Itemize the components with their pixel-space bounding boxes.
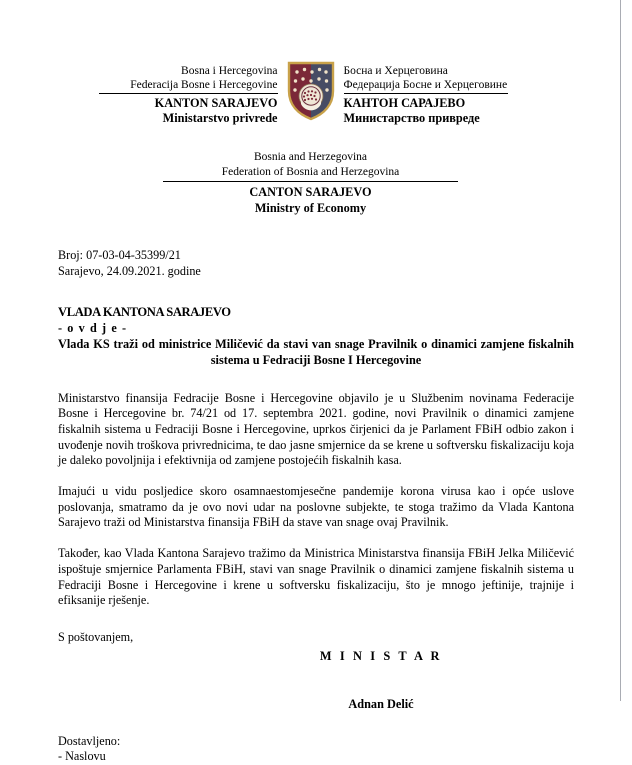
addressee-note: - o v d j e - <box>58 320 128 335</box>
document-body <box>58 248 574 765</box>
letterhead-english-line1: Bosnia and Herzegovina <box>253 151 368 163</box>
letterhead-english <box>0 150 621 216</box>
letterhead-english-line2: Federation of Bosnia and Herzegovina <box>221 165 400 178</box>
letterhead-english-divider <box>163 181 458 182</box>
letterhead-cyrillic-line1: Босна и Херцеговина <box>343 65 448 77</box>
signature-title: M I N I S T A R <box>319 648 443 663</box>
paragraph-3: Također, kao Vlada Kantona Sarajevo tražimo da Ministrica Ministarstva finansija FBiH Jelka Miličević ispoštuje smjernice Parlamenta FBiH, stavi van snage Pravilnik o dinamici zamjene fiskalnih sistema u Fedraciji Bosne i Hercegovine i krene u softversku fiskalizaciju, što je mnogo jeftinije, trajnije i efiksanije rješenje. <box>58 546 574 608</box>
letterhead-bosnian <box>53 62 282 126</box>
letterhead-cyrillic-line4: Министарство привреде <box>343 111 480 126</box>
letterhead-bosnian-line3: KANTON SARAJEVO <box>154 96 278 111</box>
letterhead-bosnian-line1: Bosna i Hercegovina <box>181 65 278 77</box>
letterhead-bosnian-divider <box>99 93 278 94</box>
delivery-block <box>58 734 574 765</box>
coat-of-arms-icon <box>286 60 336 127</box>
paragraph-2: Imajući u vidu posljedice skoro osamnaestomjesečne pandemije korona virusa kao i opće uslove poslovanja, smatramo da je ovo novi udar na poslovne subjekte, te stoga tražimo da Vlada Kantona Sarajevo traži od Ministarstva finansija FBiH da stave van snage ovaj Pravilnik. <box>58 484 574 530</box>
signature-name: Adnan Delić <box>348 696 414 711</box>
letterhead-cyrillic-divider <box>344 93 508 94</box>
delivery-item: - Naslovu <box>58 749 106 764</box>
subject-line: Vlada KS traži od ministrice Miličević da stavi van snage Pravilnik o dinamici zamjene fiskalnih sistema u Fedraciji Bosne I Hercegovine <box>58 337 574 367</box>
letterhead-english-line4: Ministry of Economy <box>254 200 367 215</box>
letterhead <box>0 62 621 129</box>
letterhead-cyrillic-line2: Федерација Босне и Херцеговине <box>343 79 508 92</box>
letterhead-cyrillic-line3: КАНТОН САРАЈЕВО <box>343 96 466 111</box>
reference-number: Broj: 07-03-04-35399/21 <box>58 248 181 262</box>
delivery-label: Dostavljeno: <box>58 733 121 748</box>
paragraph-1: Ministarstvo finansija Fedracije Bosne i Hercegovine objavilo je u Službenim novinama Federacije Bosne i Hercegovine br. 74/21 od 17. septembra 2021. godine, novi Pravilnik o dinamici zamjene fiskalnih sistema u Fedraciji Bosne i Hercegovine, uprkos čirjenici da je Parlament FBiH odbio zakon i uvođenje novih troškova privrednicima, te dao jasne smjernice da se krene u softversku fiskalizaciju koja je daleko povoljnija i efektivnija od zamjene postojećih fiskalnih kasa. <box>58 390 574 468</box>
letterhead-bosnian-line4: Ministarstvo privrede <box>162 111 278 126</box>
page-gutter <box>621 0 632 701</box>
place-and-date: Sarajevo, 24.09.2021. godine <box>58 263 201 278</box>
addressee: VLADA KANTONA SARAJEVO <box>58 305 231 320</box>
letterhead-row <box>0 62 621 129</box>
page-edge <box>620 0 621 701</box>
letterhead-english-line3: CANTON SARAJEVO <box>249 185 372 199</box>
letterhead-bosnian-line2: Federacija Bosne i Hercegovine <box>130 79 278 92</box>
closing-salutation: S poštovanjem, <box>58 630 134 644</box>
letterhead-cyrillic <box>340 62 569 126</box>
